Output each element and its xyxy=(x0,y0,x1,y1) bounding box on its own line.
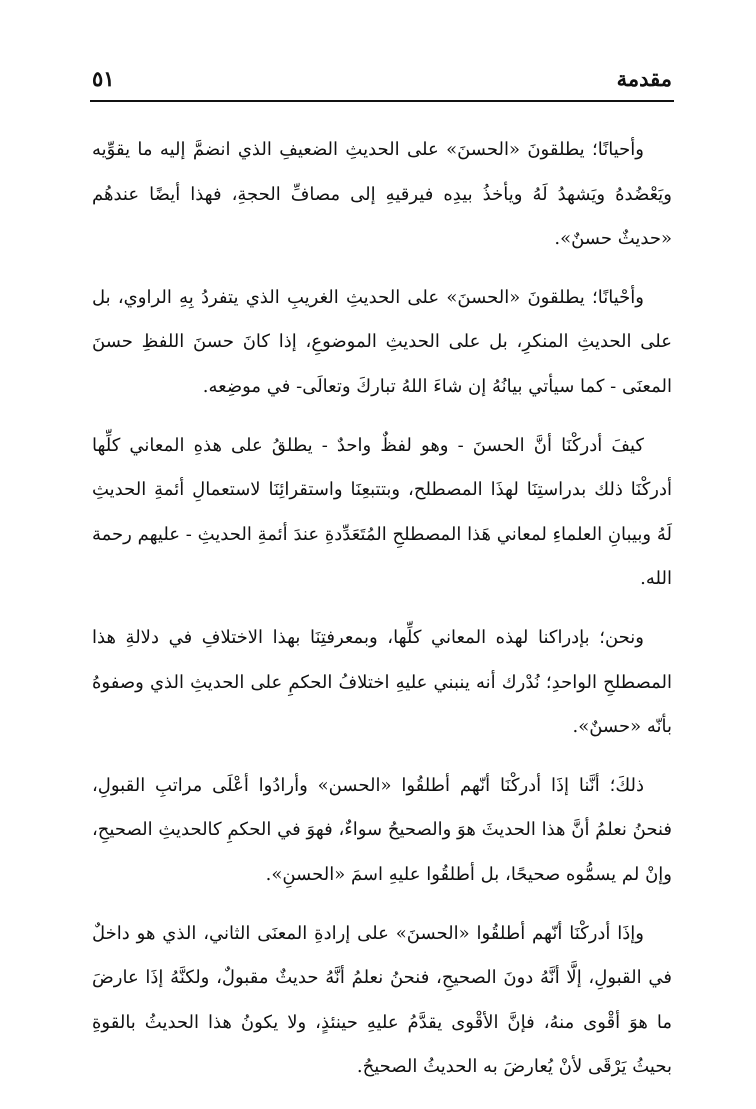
page-header xyxy=(90,62,672,102)
paragraph: وإذَا أدركْنَا أنّهم أطلقُوا «الحسنَ» على إرادةِ المعنَى الثاني، الذي هو داخلٌ في القبولِ، إلَّا أنَّهُ دونَ الصحيحِ، فنحنُ نعلمُ أنَّهُ حديثٌ مقبولٌ، ولكنَّهُ إذَا عارضَ ما هوَ أقْوى منهُ، فإنَّ الأقْوى يقدَّمُ عليهِ حينئذٍ، ولا يكونُ هذا الحديثُ بالقوةِ بحيثُ يَرْقَى لأنْ يُعارضَ به الحديثُ الصحيحُ. xyxy=(92,922,672,1078)
body-text xyxy=(92,128,672,1104)
paragraph: ذلكَ؛ أنَّنا إذَا أدركْنَا أنّهم أطلقُوا «الحسن» وأرادُوا أعْلَى مراتبِ القبولِ، فنحنُ نعلمُ أنَّ هذا الحديثَ هوَ والصحيحُ سواءٌ، فهوَ في الحكمِ كالحديثِ الصحيحِ، وإنْ لم يسمُّوه صحيحًا، بل أطلقُوا عليهِ اسمَ «الحسنِ». xyxy=(92,774,672,885)
header-divider xyxy=(90,100,674,102)
paragraph: كيفَ أدركْنَا أنَّ الحسنَ - وهو لفظٌ واحدٌ - يطلقُ على هذهِ المعاني كلِّها أدركْنَا ذلك بدراستِنَا لهذَا المصطلح، وبتتبعِنَا واستقرائِنَا لاستعمالِ أئمةِ الحديثِ لَهُ وبيبانِ العلماءِ لمعاني هَذا المصطلحِ المُتَعَدِّدةِ عندَ أئمةِ الحديثِ - عليهم رحمة الله. xyxy=(92,434,672,590)
paragraph: وأحْيانًا؛ يطلقونَ «الحسنَ» على الحديثِ الغريبِ الذي يتفردُ بِهِ الراوي، بل على الحديثِ المنكرِ، بل على الحديثِ الموضوعِ، إذا كانَ حسنَ اللفظِ حسنَ المعنَى - كما سيأتي بيانُهُ إن شاءَ اللهُ تباركَ وتعالَى- في موضِعه. xyxy=(92,286,672,397)
chapter-title: مقدمة xyxy=(616,66,672,91)
page-number: ٥١ xyxy=(92,66,115,91)
paragraph: ونحن؛ بإدراكنا لهذه المعاني كلِّها، وبمعرفتِنَا بهذا الاختلافِ في دلالةِ هذا المصطلحِ الواحدِ؛ نُدْرك أنه ينبني عليهِ اختلافُ الحكمِ على الحديثِ الذي وصفوهُ بأنّه «حسنٌ». xyxy=(92,626,672,738)
paragraph: وأحيانًا؛ يطلقونَ «الحسنَ» على الحديثِ الضعيفِ الذي انضمَّ إليه ما يقوِّيه ويَعْضُدهُ ويَشهدُ لَهُ ويأخذُ بيدِه فيرقيهِ إلى مصافِّ الحجةِ، فهذا أيضًا عندهُم «حديثٌ حسنٌ». xyxy=(92,139,672,250)
